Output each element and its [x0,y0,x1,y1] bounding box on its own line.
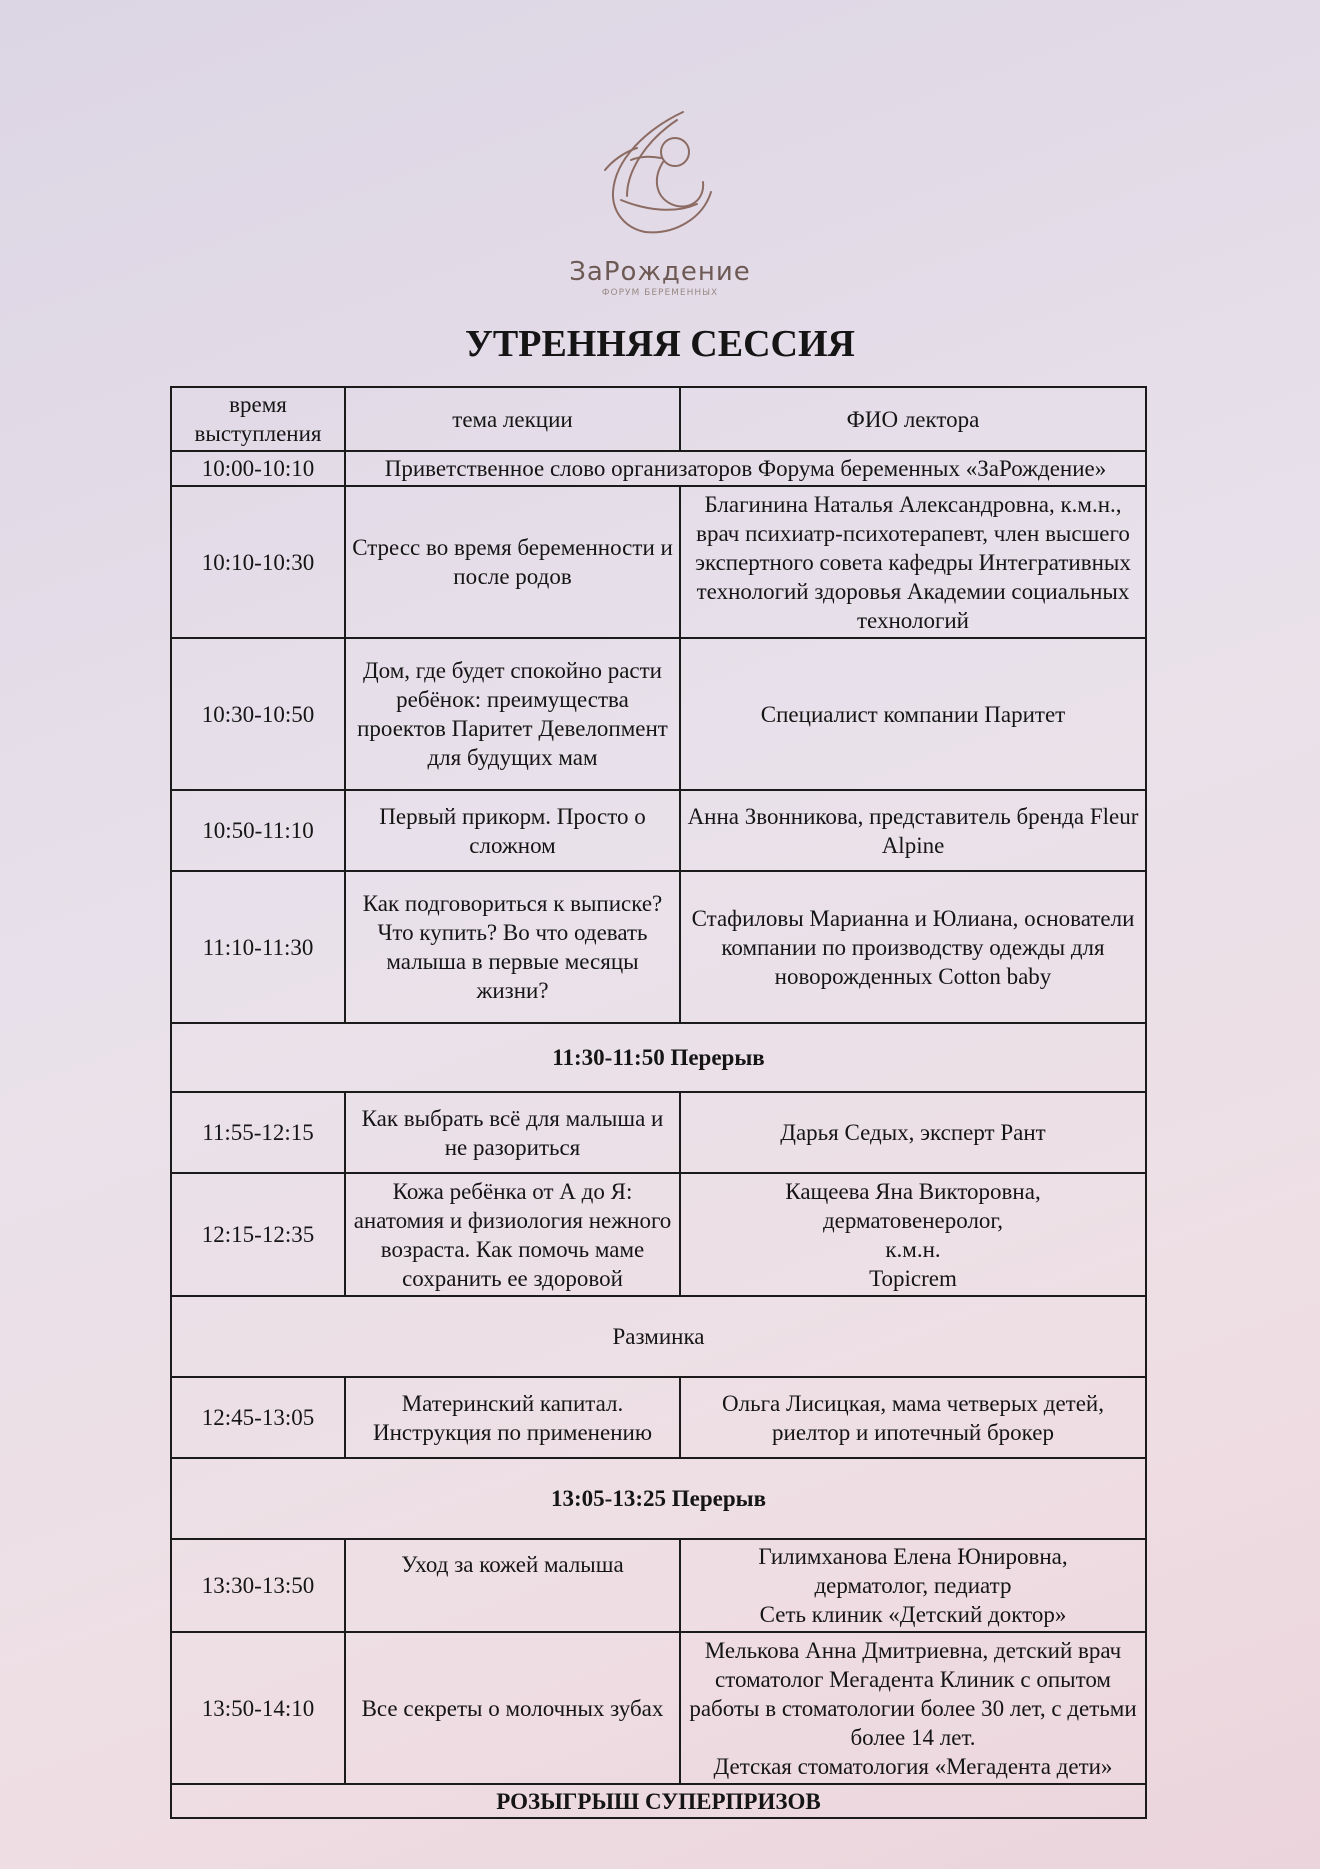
break-cell: 13:05-13:25 Перерыв [171,1458,1146,1539]
warmup-row [171,1296,1146,1377]
speaker-line: дерматолог, педиатр [814,1573,1012,1598]
header-speaker: ФИО лектора [680,387,1146,451]
logo-subtitle: ФОРУМ БЕРЕМЕННЫХ [601,288,719,298]
topic-cell: Стресс во время беременности и после родов [345,486,680,638]
topic-cell: Как выбрать всё для малыша и не разориться [345,1092,680,1173]
speaker-line: Кащеева Яна Викторовна, [785,1178,1041,1204]
speaker-cell [680,1173,1146,1296]
speaker-cell: Стафиловы Марианна и Юлиана, основатели компании по производству одежды для новорожденных Cotton baby [680,871,1146,1023]
time-cell: 11:55-12:15 [171,1092,345,1173]
time-cell: 12:15-12:35 [171,1173,345,1296]
topic-cell: Первый прикорм. Просто о сложном [345,790,680,871]
schedule-table [170,386,1147,1819]
speaker-line: Topicrem [869,1265,957,1291]
speaker-cell: Благинина Наталья Александровна, к.м.н., врач психиатр-психотерапевт, член высшего экспертного совета кафедры Интегративных технологий здоровья Академии социальных технологий [680,486,1146,638]
time-cell: 12:45-13:05 [171,1377,345,1458]
topic-cell: Как подговориться к выписке? Что купить? Во что одевать малыша в первые месяцы жизни? [345,871,680,1023]
time-cell: 10:30-10:50 [171,638,345,790]
speaker-line: Детская стоматология «Мегадента дети» [713,1753,1113,1779]
topic-cell: Уход за кожей малыша [345,1539,680,1632]
topic-cell: Кожа ребёнка от А до Я: анатомия и физиология нежного возраста. Как помочь маме сохранить ее здоровой [345,1173,680,1296]
speaker-cell [680,1539,1146,1632]
time-cell: 10:10-10:30 [171,486,345,638]
break-row [171,1458,1146,1539]
table-row [171,451,1146,486]
welcome-cell: Приветственное слово организаторов Форума беременных «ЗаРождение» [345,451,1146,486]
speaker-cell: Специалист компании Паритет [680,638,1146,790]
warmup-cell: Разминка [171,1296,1146,1377]
speaker-cell [680,1632,1146,1784]
forum-logo [560,100,760,300]
break-row [171,1023,1146,1092]
table-row [171,1377,1146,1458]
speaker-cell: Анна Звонникова, представитель бренда Fleur Alpine [680,790,1146,871]
speaker-cell: Ольга Лисицкая, мама четверых детей, риелтор и ипотечный брокер [680,1377,1146,1458]
table-row [171,638,1146,790]
table-row [171,486,1146,638]
time-cell: 11:10-11:30 [171,871,345,1023]
prize-row [171,1784,1146,1818]
table-row [171,1539,1146,1632]
table-row [171,1092,1146,1173]
time-cell: 10:00-10:10 [171,451,345,486]
speaker-line: к.м.н. [885,1236,941,1262]
logo-name: ЗаРождение [569,257,751,287]
table-row [171,790,1146,871]
table-row [171,871,1146,1023]
mother-child-logo-icon [585,100,735,250]
break-cell: 11:30-11:50 Перерыв [171,1023,1146,1092]
speaker-line: Мелькова Анна Дмитриевна, детский врач стоматолог Мегадента Клиник с опытом работы в стоматологии более 30 лет, с детьми более 14 лет. [689,1637,1137,1750]
table-row [171,1173,1146,1296]
table-row [171,1632,1146,1784]
speaker-line: дерматовенеролог, [822,1207,1004,1233]
time-cell: 13:50-14:10 [171,1632,345,1784]
table-header-row [171,387,1146,451]
page-title: УТРЕННЯЯ СЕССИЯ [465,323,855,365]
speaker-line: Сеть клиник «Детский доктор» [759,1602,1067,1627]
topic-cell: Все секреты о молочных зубах [345,1632,680,1784]
time-cell: 13:30-13:50 [171,1539,345,1632]
topic-cell: Дом, где будет спокойно расти ребёнок: преимущества проектов Паритет Девелопмент для будущих мам [345,638,680,790]
speaker-cell: Дарья Седых, эксперт Рант [680,1092,1146,1173]
prize-cell: РОЗЫГРЫШ СУПЕРПРИЗОВ [171,1784,1146,1818]
topic-cell: Материнский капитал. Инструкция по применению [345,1377,680,1458]
header-topic: тема лекции [345,387,680,451]
speaker-line: Гилимханова Елена Юнировна, [758,1544,1068,1569]
header-time: время выступления [171,387,345,451]
time-cell: 10:50-11:10 [171,790,345,871]
